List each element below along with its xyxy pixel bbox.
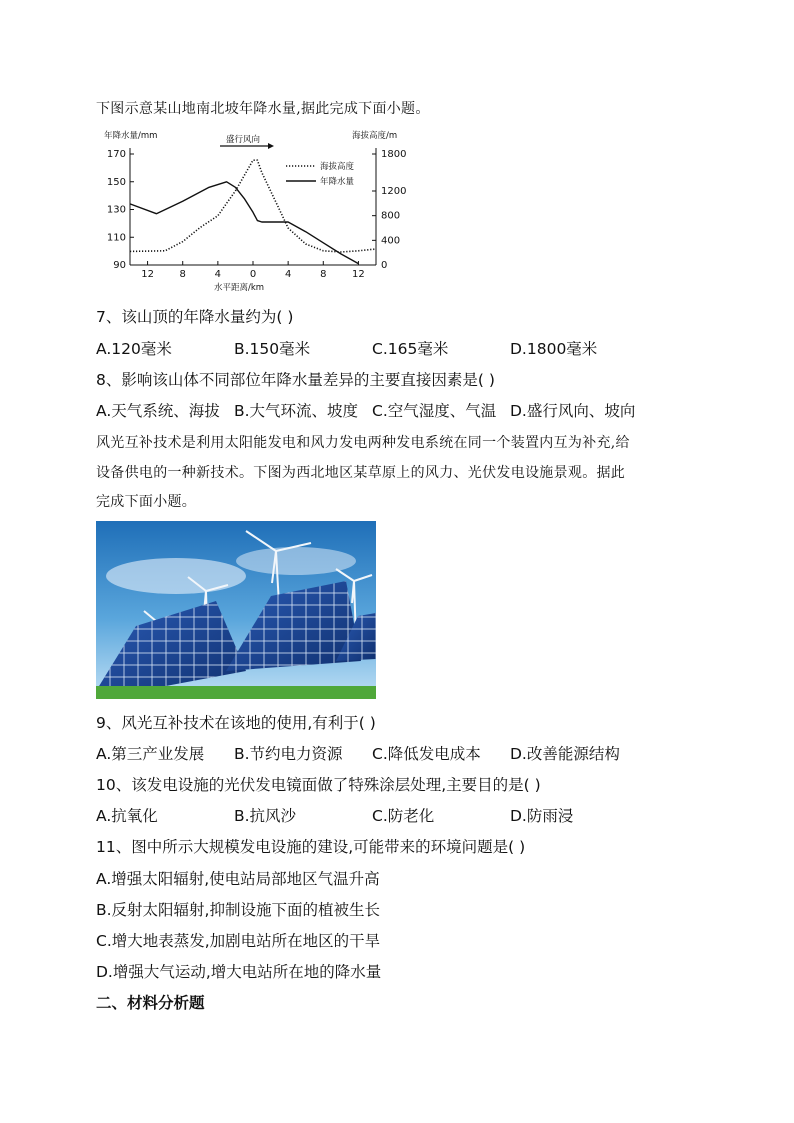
- x-tick-label: 8: [179, 269, 186, 280]
- left-tick-label: 150: [106, 176, 126, 188]
- x-axis-label: 水平距离/km: [214, 283, 265, 293]
- elevation-series-line: [130, 160, 376, 252]
- x-tick-label: 12: [141, 269, 154, 280]
- q9-option-c[interactable]: C.降低发电成本: [372, 745, 481, 763]
- q10-option-a[interactable]: A.抗氧化: [96, 807, 158, 825]
- intro-text-2-line-2: 设备供电的一种新技术。下图为西北地区某草原上的风力、光伏发电设施景观。据此: [96, 465, 626, 481]
- q8-option-d[interactable]: D.盛行风向、坡向: [510, 402, 636, 420]
- left-tick-label: 170: [106, 149, 126, 160]
- q7-option-a[interactable]: A.120毫米: [96, 340, 172, 358]
- question-11-stem: 11、图中所示大规模发电设施的建设,可能带来的环境问题是( ): [96, 838, 526, 856]
- q8-option-b[interactable]: B.大气环流、坡度: [234, 402, 359, 420]
- x-tick-label: 8: [320, 269, 327, 280]
- precipitation-elevation-chart: [96, 126, 416, 296]
- x-tick-label: 12: [352, 269, 365, 280]
- q11-option-b[interactable]: B.反射太阳辐射,抑制设施下面的植被生长: [96, 901, 380, 919]
- right-tick-label: 1200: [381, 186, 407, 197]
- right-tick-label: 1800: [381, 149, 407, 160]
- left-tick-label: 110: [106, 232, 126, 244]
- x-tick-label: 0: [249, 269, 257, 280]
- x-tick-label: 4: [214, 269, 222, 280]
- legend: [286, 161, 355, 187]
- intro-text-2-line-3: 完成下面小题。: [96, 494, 197, 510]
- intro-text-2-line-1: 风光互补技术是利用太阳能发电和风力发电两种发电系统在同一个装置内互为补充,给: [96, 435, 630, 451]
- q11-option-c[interactable]: C.增大地表蒸发,加剧电站所在地区的干旱: [96, 932, 381, 950]
- q10-option-c[interactable]: C.防老化: [372, 807, 435, 825]
- q11-option-d[interactable]: D.增强大气运动,增大电站所在地的降水量: [96, 963, 382, 981]
- wind-solar-photo: [96, 521, 376, 699]
- q8-option-a[interactable]: A.天气系统、海拔: [96, 402, 220, 420]
- legend-precipitation: 年降水量: [320, 177, 355, 187]
- precipitation-series-line: [130, 182, 358, 264]
- right-axis-label: 海拔高度/m: [352, 131, 398, 141]
- section-2-title: 二、材料分析题: [96, 994, 205, 1012]
- q7-option-d[interactable]: D.1800毫米: [510, 340, 598, 358]
- intro-text-1: 下图示意某山地南北坡年降水量,据此完成下面小题。: [96, 101, 430, 117]
- grass: [96, 686, 376, 699]
- q10-option-b[interactable]: B.抗风沙: [234, 807, 297, 825]
- right-tick-label: 400: [381, 235, 401, 247]
- right-tick-label: 800: [381, 210, 401, 222]
- q9-option-b[interactable]: B.节约电力资源: [234, 745, 343, 763]
- left-axis-label: 年降水量/mm: [104, 131, 158, 141]
- q8-option-c[interactable]: C.空气湿度、气温: [372, 402, 497, 420]
- question-8-stem: 8、影响该山体不同部位年降水量差异的主要直接因素是( ): [96, 371, 495, 389]
- legend-elevation: 海拔高度: [320, 162, 355, 172]
- left-tick-label: 90: [113, 260, 126, 271]
- q10-option-d[interactable]: D.防雨浸: [510, 807, 574, 825]
- question-9-stem: 9、风光互补技术在该地的使用,有利于( ): [96, 714, 376, 732]
- wind-direction-label: 盛行风向: [226, 135, 261, 145]
- wind-solar-illustration: [96, 521, 376, 699]
- q9-option-a[interactable]: A.第三产业发展: [96, 745, 205, 763]
- question-10-stem: 10、该发电设施的光伏发电镜面做了特殊涂层处理,主要目的是( ): [96, 776, 541, 794]
- q7-option-b[interactable]: B.150毫米: [234, 340, 311, 358]
- x-tick-label: 4: [284, 269, 292, 280]
- q11-option-a[interactable]: A.增强太阳辐射,使电站局部地区气温升高: [96, 870, 380, 888]
- left-tick-label: 130: [106, 204, 126, 216]
- q7-option-c[interactable]: C.165毫米: [372, 340, 449, 358]
- right-tick-label: 0: [381, 260, 388, 271]
- q9-option-d[interactable]: D.改善能源结构: [510, 745, 620, 763]
- question-7-stem: 7、该山顶的年降水量约为( ): [96, 308, 294, 326]
